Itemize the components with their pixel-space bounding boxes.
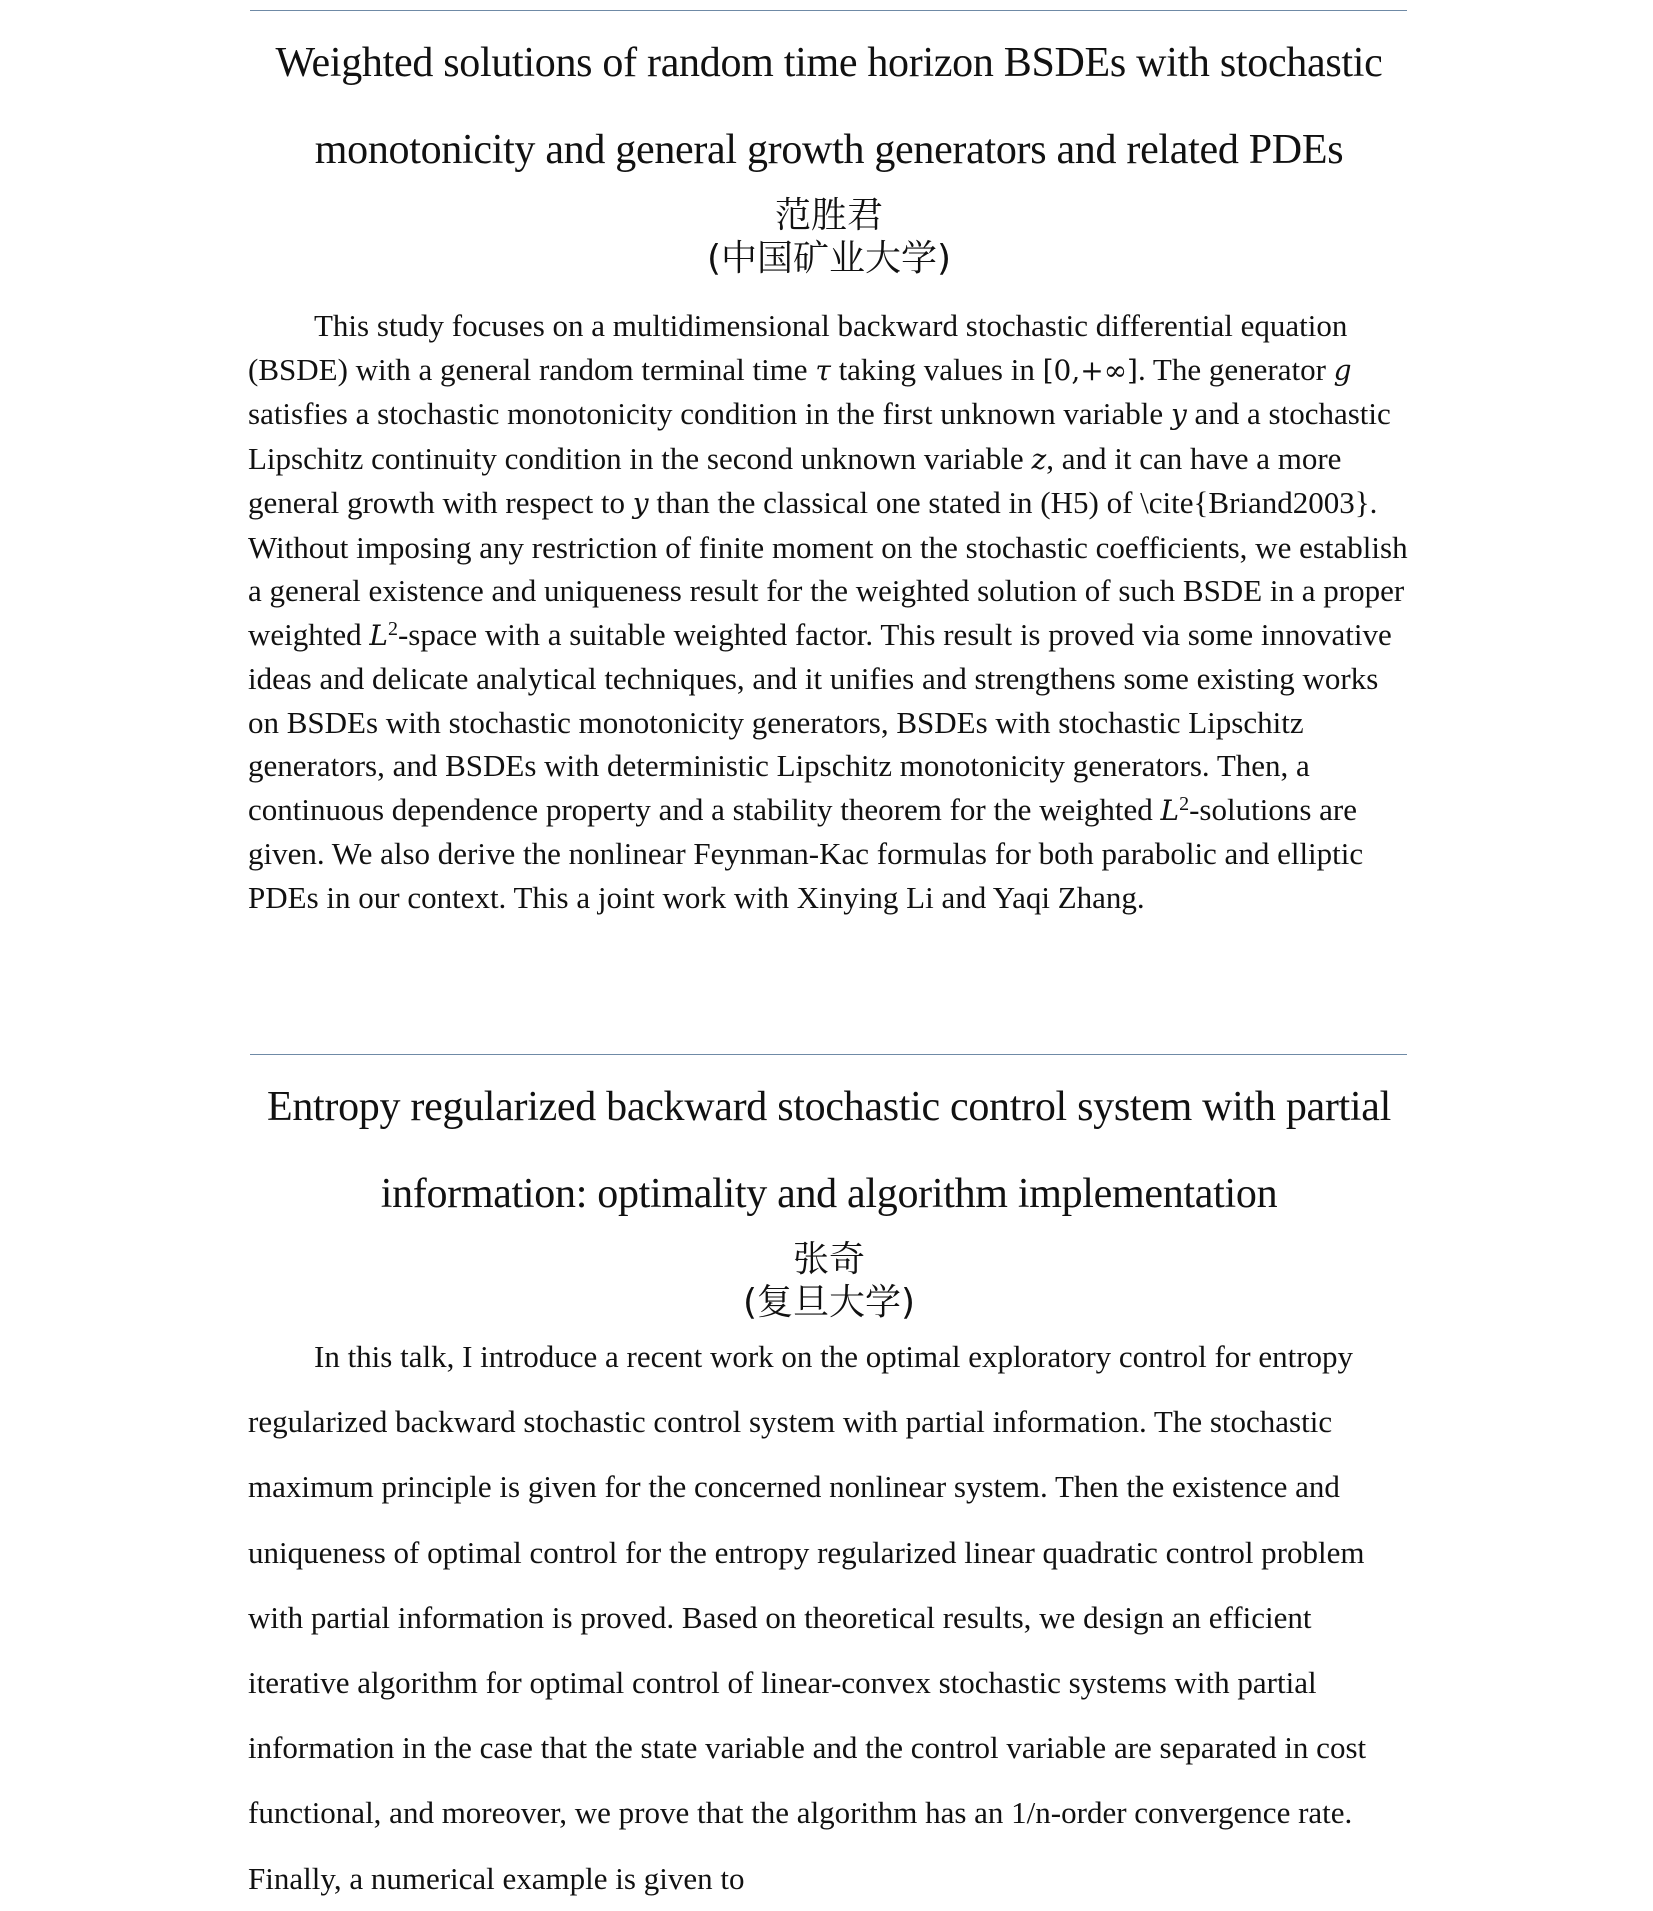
math-L: L — [369, 618, 388, 652]
section-divider — [250, 1054, 1407, 1055]
abstract-text: -solutions are given. We also derive the nonlinear Feynman-Kac formulas for both parabolic and elliptic PDEs in our context. This a joint work with Xinying Li and Yaqi Zhang. — [248, 791, 1364, 915]
abstract-text: satisfies a stochastic monotonicity condition in the first unknown variable — [248, 396, 1171, 431]
paper-2-title — [248, 1064, 1410, 1238]
paper-2-author: 张奇 — [792, 1239, 865, 1280]
math-L: L — [1160, 793, 1180, 827]
math-y: y — [1170, 398, 1187, 431]
paper-2-affiliation: (复旦大学) — [742, 1282, 916, 1323]
paper-2-abstract: In this talk, I introduce a recent work on the optimal exploratory control for entropy regularized backward stochastic control system with partial information. The stochastic maximum principle is given for the concerned nonlinear system. Then the existence and uniqueness of optimal control for the entropy regularized linear quadratic control problem with partial information is proved. Based on theoretical results, we design an efficient iterative algorithm for optimal control of linear-convex stochastic systems with partial information in the case that the state variable and the control variable are separated in cost functional, and moreover, we prove that the algorithm has an 1/n-order convergence rate. Finally, a numerical example is given to — [248, 1339, 1367, 1896]
paper-1-abstract — [248, 304, 1410, 919]
math-y: y — [632, 487, 649, 520]
paper-1-affiliation: (中国矿业大学) — [706, 238, 952, 279]
abstract-text: taking values in — [830, 351, 1043, 387]
paper-1-title-line-1: Weighted solutions of random time horizon BSDEs with stochastic — [275, 40, 1383, 86]
math-z: z — [1031, 442, 1047, 476]
paper-2-title-line-2: information: optimality and algorithm implementation — [380, 1171, 1278, 1217]
top-divider — [250, 10, 1407, 11]
math-interval: [0,+∞] — [1042, 353, 1138, 387]
abstract-text: . The generator — [1137, 351, 1334, 387]
paper-1 — [248, 20, 1410, 919]
paper-1-title-line-2: monotonicity and general growth generators and related PDEs — [314, 127, 1344, 173]
paper-1-title — [248, 20, 1410, 194]
abstract-text: -space with a suitable weighted factor. This result is proved via some innovative ideas and delicate analytical techniques, and it unifies and strengthens some existing works on BSDEs with stochastic monotonicity generators, BSDEs with stochastic Lipschitz generators, and BSDEs with deterministic Lipschitz monotonicity generators. Then, a continuous dependence property and a stability theorem for the weighted — [248, 616, 1392, 827]
paper-2 — [248, 1064, 1410, 1911]
paper-1-author: 范胜君 — [774, 195, 883, 236]
paper-2-title-line-1: Entropy regularized backward stochastic control system with partial — [266, 1084, 1392, 1130]
math-superscript: 2 — [387, 617, 398, 640]
math-superscript: 2 — [1179, 792, 1190, 815]
abstract-text: This study focuses on a multidimensional backward stochastic differential equation (BSDE) with a general random terminal time — [248, 308, 1348, 387]
abstract-text: , and it can have a more general growth with respect to — [248, 440, 1342, 520]
abstract-text: and a stochastic Lipschitz continuity condition in the second unknown variable — [248, 396, 1391, 476]
abstract-text: than the classical one stated in (H5) of \cite{Briand2003}. Without imposing any restriction of finite moment on the stochastic coefficients, we establish a general existence and uniqueness result for the weighted solution of such BSDE in a proper weighted — [248, 485, 1408, 652]
math-g: g — [1333, 353, 1352, 387]
math-tau: τ — [815, 353, 831, 387]
